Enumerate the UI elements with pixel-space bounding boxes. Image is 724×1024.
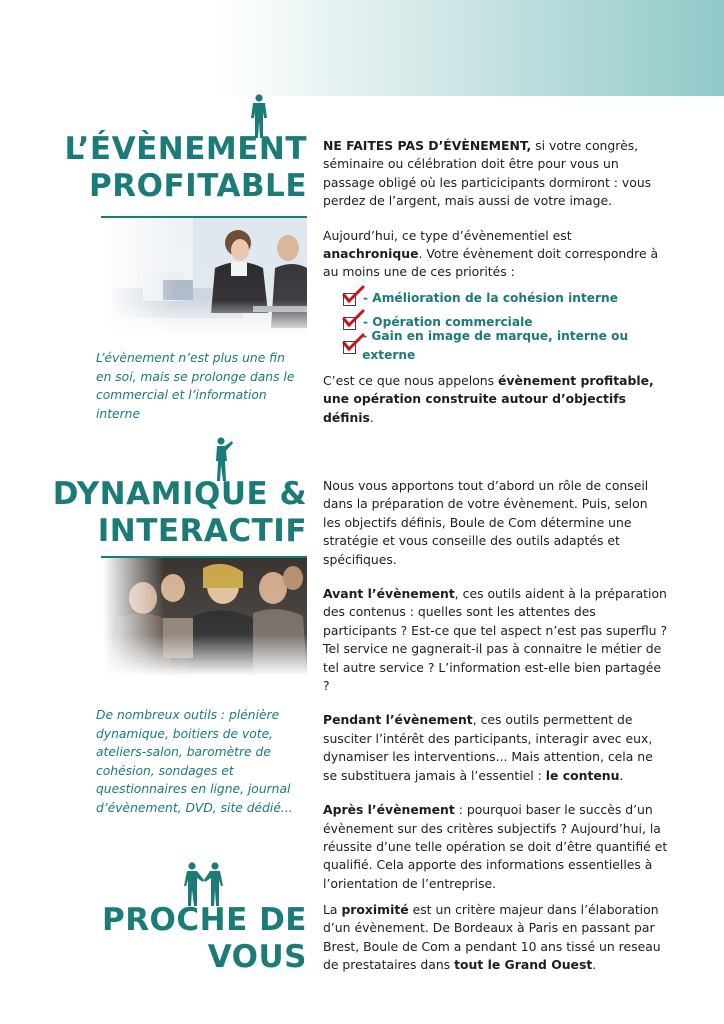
list-item-label: - Amélioration de la cohésion interne — [363, 290, 618, 305]
paragraph — [323, 711, 668, 785]
text: est un critère majeur dans l’élaboration d’un évènement. De Bordeaux à Paris en passant par Brest, Boule de Com a pendant 10 ans tissé un reseau de prestataires dans — [323, 902, 661, 973]
title-line: VOUS — [207, 939, 307, 975]
text: . — [369, 409, 374, 425]
checkmark-icon — [343, 291, 359, 305]
title-line: INTERACTIF — [97, 513, 307, 549]
bold-text: Avant l’évènement — [323, 586, 455, 602]
title-line: DYNAMIQUE & — [52, 476, 307, 512]
caption-section2: De nombreux outils : plénière dynamique, boitiers de vote, ateliers-salon, baromètre de cohésion, sondages et questionnaires en ligne, journal d’évènement, DVD, site dédié... — [96, 708, 293, 815]
title-line: PROFITABLE — [89, 168, 307, 204]
paragraph — [323, 585, 668, 695]
caption-section1: L’évènement n’est plus une fin en soi, mais se prolonge dans le commercial et l’information interne — [96, 351, 295, 421]
text: , ces outils permettent de susciter l’intérêt des participants, interagir avec eux, dynamiser les interventions... Mais attention, cela ne se substituera jamais à l’essentiel : — [323, 712, 653, 783]
title-line: PROCHE DE — [101, 902, 307, 938]
list-item-label: - Opération commerciale — [363, 314, 533, 329]
paragraph — [323, 901, 668, 975]
section-title-dynamique-interactif — [53, 476, 307, 550]
paragraph — [323, 137, 668, 211]
text: C’est ce que nous appelons — [323, 372, 499, 388]
top-gradient-band — [0, 0, 724, 96]
paragraph — [323, 227, 668, 282]
bold-text: évènement profitable, une opération construite autour d’objectifs définis — [323, 372, 654, 425]
section2-text — [323, 477, 668, 909]
text: : pourquoi baser le succès d’un évènement sur des critères subjectifs ? Aujourd’hui, la réussite d’une telle opération se doit d’être quantifié et qualifié. Cela apporte des informations essentielles à l’orientation de l’entreprise. — [323, 802, 668, 891]
bold-text: tout le Grand Ouest — [454, 957, 593, 973]
text: . Votre évènement doit correspondre à au moins une de ces priorités : — [323, 246, 659, 280]
business-meeting-photo — [103, 218, 307, 336]
bold-text: le contenu — [545, 767, 620, 783]
paragraph — [323, 801, 668, 893]
bold-text: Pendant l’évènement — [323, 712, 473, 728]
bold-text: Après l’évènement — [323, 802, 455, 818]
title-line: L’ÉVÈNEMENT — [64, 131, 307, 167]
checkmark-icon — [343, 315, 359, 329]
list-item-label: - Gain en image de marque, interne ou externe — [362, 329, 629, 362]
text: Aujourd’hui, ce type d’évènementiel est — [323, 227, 572, 243]
bold-text: NE FAITES PAS D’ÉVÈNEMENT, — [323, 138, 532, 153]
paragraph: Nous vous apportons tout d’abord un rôle de conseil dans la préparation de votre évènement. Puis, selon les objectifs définis, Boule de Com détermine une stratégie et vous conseille des outils adaptés et spécifiques. — [323, 478, 649, 567]
bold-text: proximité — [341, 902, 409, 917]
list-item — [343, 286, 668, 310]
text: , ces outils aident à la préparation des contenus : quelles sont les attentes des participants ? Est-ce que tel aspect n’est pas superflu ? Tel service ne gagnerait-il pas à connaitre le métier de tel autre service ? L’information est-elle bien partagée ? — [323, 586, 668, 694]
bold-text: anachronique — [323, 246, 419, 262]
priorities-list — [343, 286, 668, 362]
section3-text — [323, 901, 668, 991]
text: si votre congrès, séminaire ou célébration doit être pour vous un passage obligé où les particicipants dormiront : vous perdez de l’argent, mais aussi de votre image. — [323, 138, 652, 209]
text: La — [323, 902, 342, 917]
text: . — [619, 767, 624, 783]
section1-text — [323, 137, 668, 443]
list-item — [343, 329, 668, 362]
checkmark-icon — [343, 339, 358, 353]
paragraph — [323, 372, 668, 427]
audience-photo — [103, 558, 307, 676]
section-title-evenement-profitable — [65, 131, 307, 205]
text: . — [592, 957, 597, 973]
section-title-proche-de-vous — [102, 902, 307, 976]
